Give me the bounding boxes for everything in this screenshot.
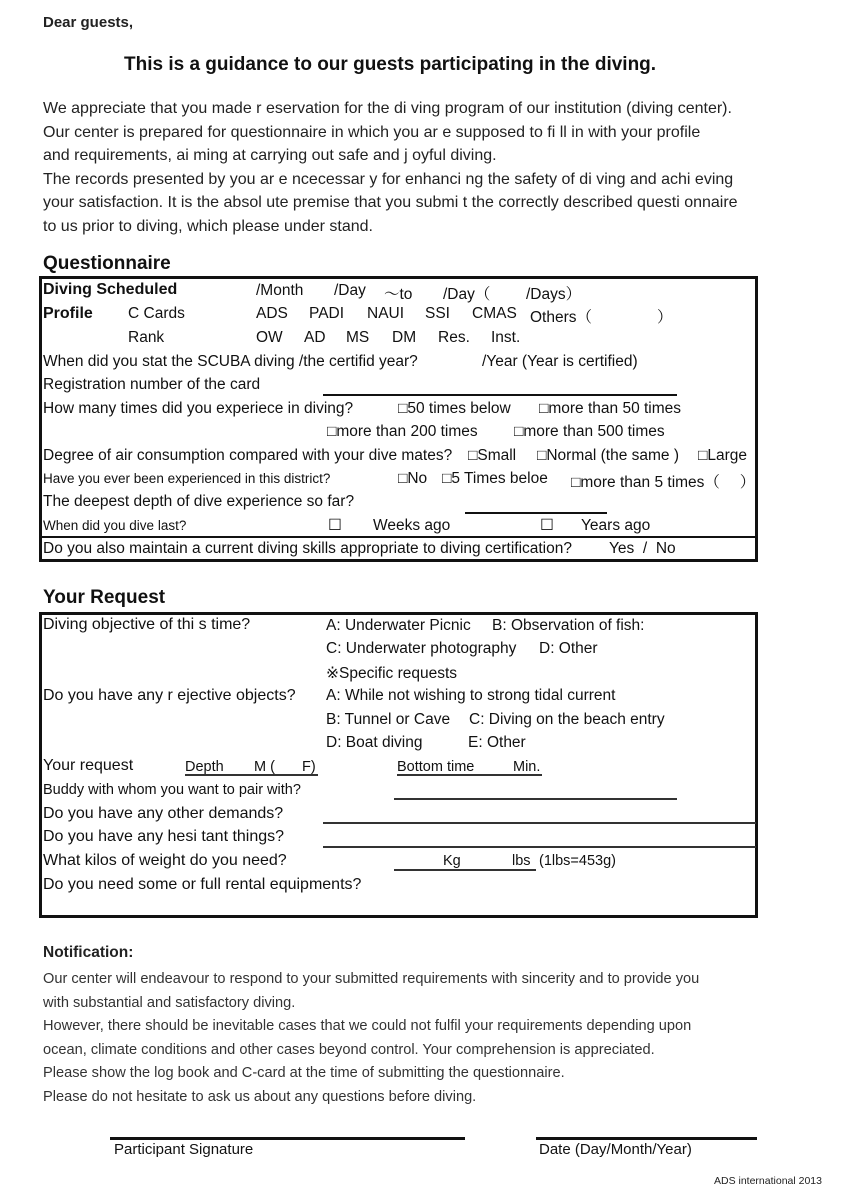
- air-consumption-label: Degree of air consumption compared with your dive mates?: [43, 447, 453, 464]
- rank-option-ms[interactable]: MS: [346, 329, 370, 346]
- rejective-option-e[interactable]: E: Other: [468, 734, 526, 751]
- weight-lbs-field[interactable]: lbs: [512, 853, 531, 869]
- dive-count-label: How many times did you experiece in diving?: [43, 400, 354, 417]
- participant-signature-label: Participant Signature: [114, 1141, 254, 1158]
- intro-line: We appreciate that you made r eservation for the di ving program of our institution (diving center).: [43, 100, 732, 117]
- dive-count-option-500-plus[interactable]: □more than 500 times: [514, 423, 665, 440]
- rejective-option-c[interactable]: C: Diving on the beach entry: [469, 711, 665, 728]
- bottom-time-min-field[interactable]: Min.: [513, 759, 541, 775]
- agency-option-ssi[interactable]: SSI: [425, 305, 450, 322]
- intro-line: and requirements, ai ming at carrying out safe and j oyful diving.: [43, 147, 497, 165]
- depth-label: Depth: [185, 759, 224, 775]
- air-option-large[interactable]: □Large: [698, 447, 748, 464]
- intro-line: Our center is prepared for questionnaire in which you ar e supposed to fi ll in with your profile: [43, 123, 701, 141]
- others-close-paren: ）: [657, 309, 673, 326]
- weight-underline: [394, 869, 536, 871]
- objective-label: Diving objective of thi s time?: [43, 616, 251, 633]
- bottom-time-label: Bottom time: [397, 759, 475, 775]
- deepest-depth-label: The deepest depth of dive experience so far?: [43, 493, 355, 510]
- weight-conversion-note: (1lbs=453g): [539, 853, 616, 869]
- skills-label: Do you also maintain a current diving skills appropriate to diving certification?: [43, 540, 572, 557]
- greeting: Dear guests,: [43, 14, 134, 31]
- rank-option-res[interactable]: Res.: [438, 329, 470, 346]
- start-year-field[interactable]: /Year (Year is certified): [482, 353, 638, 370]
- specific-requests-label: ※Specific requests: [326, 665, 458, 682]
- district-option-5-plus[interactable]: □more than 5 times（ ）: [571, 474, 756, 491]
- buddy-label: Buddy with whom you want to pair with?: [43, 782, 301, 798]
- years-ago-checkbox[interactable]: ☐: [540, 517, 554, 534]
- dive-count-option-50-plus[interactable]: □more than 50 times: [539, 400, 682, 417]
- date-field[interactable]: [536, 1137, 757, 1140]
- depth-f-field[interactable]: F): [302, 759, 316, 775]
- request-heading: Your Request: [43, 587, 166, 608]
- day-end-field[interactable]: /Day（: [443, 286, 491, 303]
- objective-option-b[interactable]: B: Observation of fish:: [492, 617, 645, 634]
- rejective-option-b[interactable]: B: Tunnel or Cave: [326, 711, 451, 728]
- to-label: ～to: [384, 286, 413, 303]
- agency-option-others[interactable]: Others（: [530, 309, 593, 326]
- weight-label: What kilos of weight do you need?: [43, 852, 287, 869]
- district-option-no[interactable]: □No: [398, 470, 428, 487]
- notification-line: However, there should be inevitable cases that we could not fulfil your requirements depending upon: [43, 1018, 692, 1035]
- intro-line: to us prior to diving, which please under stand.: [43, 217, 373, 235]
- hesitant-field[interactable]: [323, 846, 756, 848]
- month-field[interactable]: /Month: [256, 282, 304, 299]
- hesitant-label: Do you have any hesi tant things?: [43, 828, 285, 845]
- ccards-label: C Cards: [128, 305, 185, 322]
- notification-text: [43, 968, 699, 1110]
- other-demands-label: Do you have any other demands?: [43, 805, 284, 822]
- notification-line: ocean, climate conditions and other cases beyond control. Your comprehension is appreciated.: [43, 1041, 655, 1058]
- profile-label: Profile: [43, 305, 93, 322]
- questionnaire-heading: Questionnaire: [43, 253, 171, 274]
- notification-heading: Notification:: [43, 944, 134, 961]
- air-option-normal[interactable]: □Normal (the same ): [537, 447, 680, 464]
- registration-label: Registration number of the card: [43, 376, 261, 393]
- rank-option-ad[interactable]: AD: [304, 329, 326, 346]
- copyright-footer: ADS international 2013: [714, 1175, 822, 1187]
- days-field[interactable]: /Days）: [526, 286, 582, 303]
- start-year-label: When did you stat the SCUBA diving /the certifid year?: [43, 353, 418, 370]
- last-dive-label: When did you dive last?: [43, 518, 187, 533]
- last-row-divider: [41, 536, 756, 538]
- dive-count-option-200-plus[interactable]: □more than 200 times: [327, 423, 478, 440]
- diving-scheduled-label: Diving Scheduled: [43, 281, 178, 298]
- years-ago-label: Years ago: [581, 517, 651, 534]
- air-option-small[interactable]: □Small: [468, 447, 517, 464]
- rental-label: Do you need some or full rental equipments?: [43, 876, 362, 893]
- rejective-option-a[interactable]: A: While not wishing to strong tidal current: [326, 687, 616, 704]
- notification-line: Please show the log book and C-card at the time of submitting the questionnaire.: [43, 1065, 565, 1082]
- agency-option-padi[interactable]: PADI: [309, 305, 345, 322]
- registration-number-field[interactable]: [323, 394, 677, 396]
- weeks-ago-label: Weeks ago: [373, 517, 451, 534]
- other-demands-field[interactable]: [323, 822, 756, 824]
- objective-option-a[interactable]: A: Underwater Picnic: [326, 617, 471, 634]
- notification-line: Our center will endeavour to respond to your submitted requirements with sincerity and to provide you: [43, 971, 700, 987]
- objective-option-c[interactable]: C: Underwater photography: [326, 640, 517, 657]
- notification-line: with substantial and satisfactory diving.: [43, 994, 296, 1011]
- weight-kg-field[interactable]: Kg: [443, 853, 461, 869]
- rank-option-dm[interactable]: DM: [392, 329, 417, 346]
- skills-yes-no[interactable]: Yes / No: [609, 540, 676, 557]
- intro-line: your satisfaction. It is the absol ute premise that you submi t the correctly described questi onnaire: [43, 194, 738, 212]
- your-request-label: Your request: [43, 757, 134, 774]
- day-start-field[interactable]: /Day: [334, 282, 366, 299]
- date-label: Date (Day/Month/Year): [539, 1141, 692, 1158]
- intro-paragraph: [43, 97, 738, 239]
- agency-option-naui[interactable]: NAUI: [367, 305, 405, 322]
- weeks-ago-checkbox[interactable]: ☐: [328, 517, 342, 534]
- district-label: Have you ever been experienced in this district?: [43, 471, 331, 486]
- rank-option-inst[interactable]: Inst.: [491, 329, 521, 346]
- objective-option-d[interactable]: D: Other: [539, 640, 598, 657]
- page-title: This is a guidance to our guests participating in the diving.: [124, 54, 657, 75]
- deepest-depth-field[interactable]: [465, 512, 607, 514]
- rank-option-ow[interactable]: OW: [256, 329, 283, 346]
- participant-signature-field[interactable]: [110, 1137, 465, 1140]
- depth-m-field[interactable]: M (: [254, 759, 275, 775]
- rank-label: Rank: [128, 329, 165, 346]
- rejective-option-d[interactable]: D: Boat diving: [326, 734, 423, 751]
- buddy-field[interactable]: [394, 798, 677, 800]
- district-option-5-below[interactable]: □5 Times beloe: [442, 470, 548, 487]
- notification-line: Please do not hesitate to ask us about any questions before diving.: [43, 1088, 477, 1105]
- agency-option-ads[interactable]: ADS: [256, 305, 288, 322]
- agency-option-cmas[interactable]: CMAS: [472, 305, 517, 322]
- rejective-label: Do you have any r ejective objects?: [43, 687, 296, 704]
- dive-count-option-50-below[interactable]: □50 times below: [398, 400, 511, 417]
- intro-line: The records presented by you ar e ncecessar y for enhanci ng the safety of di ving and achi eving: [43, 170, 734, 188]
